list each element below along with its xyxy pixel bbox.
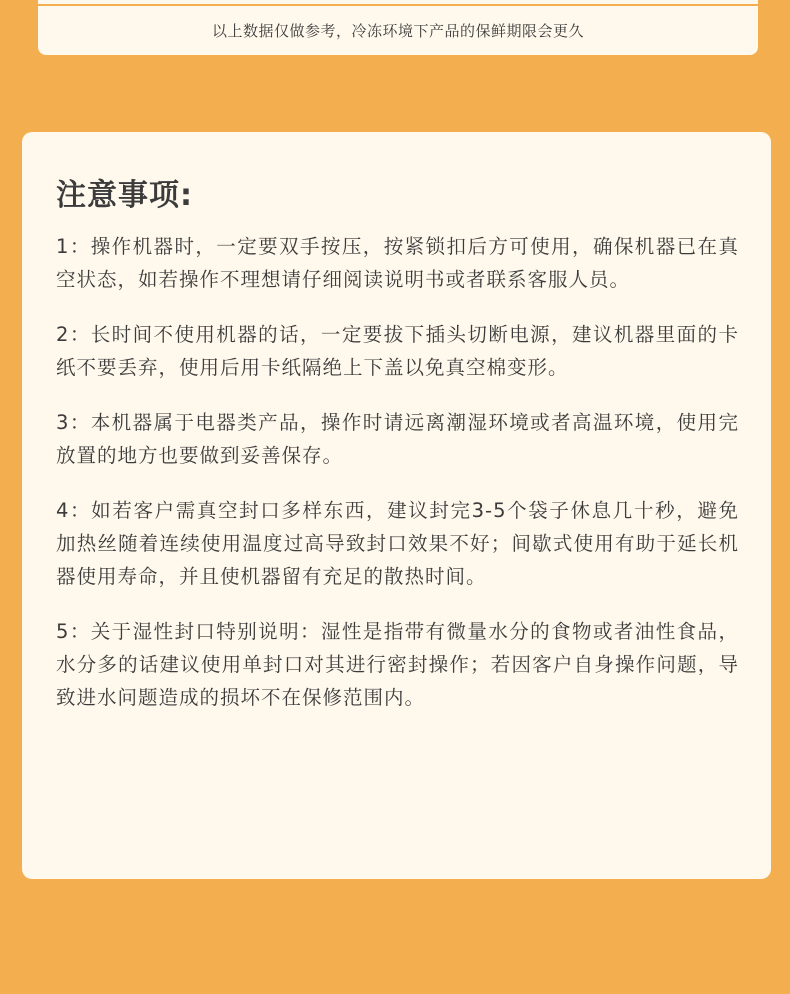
reference-note: 以上数据仅做参考，冷冻环境下产品的保鲜期限会更久 [211, 22, 584, 40]
reference-note-card [38, 0, 758, 55]
notice-title: 注意事项: [56, 178, 193, 213]
notice-item-4: 4：如若客户需真空封口多样东西，建议封完3-5个袋子休息几十秒，避免加热丝随着连续使用温度过高导致封口效果不好；间歇式使用有助于延长机器使用寿命，并且使机器留有充足的散热时间。 [56, 499, 739, 588]
notice-card [22, 132, 771, 879]
notice-item-5: 5：关于湿性封口特别说明：湿性是指带有微量水分的食物或者油性食品，水分多的话建议使用单封口对其进行密封操作；若因客户自身操作问题，导致进水问题造成的损坏不在保修范围内。 [56, 620, 739, 709]
notice-item-2: 2：长时间不使用机器的话，一定要拔下插头切断电源，建议机器里面的卡纸不要丢弃，使用后用卡纸隔绝上下盖以免真空棉变形。 [56, 323, 739, 379]
notice-item-3: 3：本机器属于电器类产品，操作时请远离潮湿环境或者高温环境，使用完放置的地方也要做到妥善保存。 [56, 411, 739, 467]
notice-list [56, 230, 739, 714]
divider [38, 4, 758, 6]
notice-item-1: 1：操作机器时，一定要双手按压，按紧锁扣后方可使用，确保机器已在真空状态，如若操作不理想请仔细阅读说明书或者联系客服人员。 [56, 235, 739, 291]
